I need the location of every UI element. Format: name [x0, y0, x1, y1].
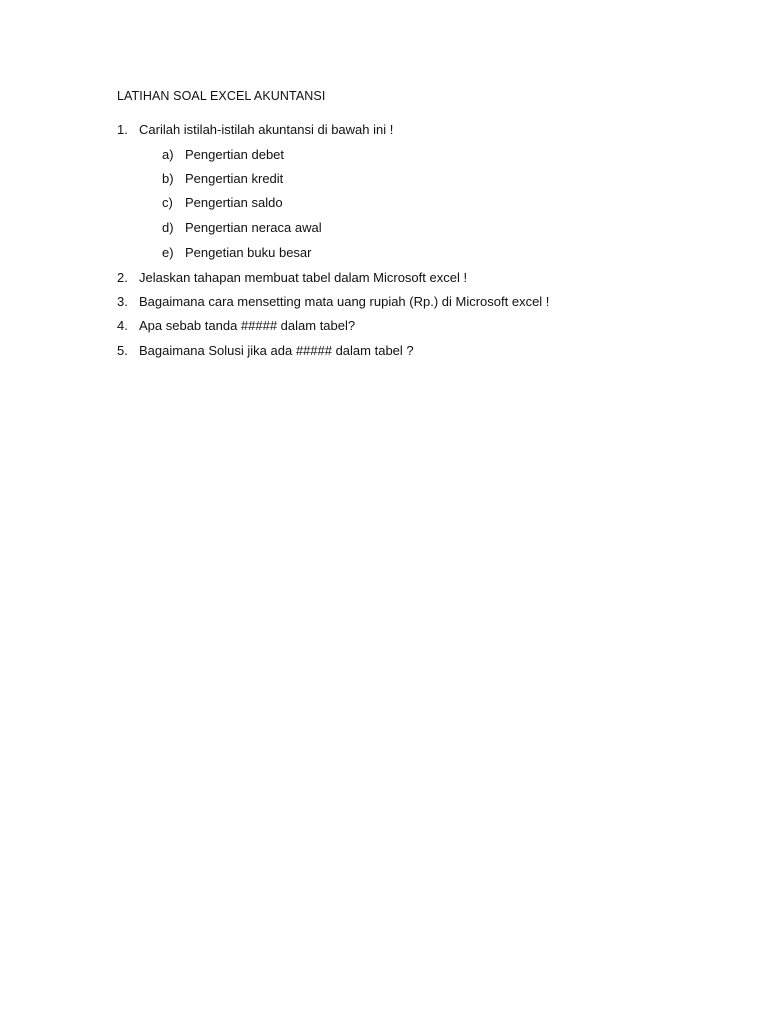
question-number: 2. [117, 270, 128, 285]
subitem-text: Pengertian kredit [185, 171, 284, 186]
question-number: 4. [117, 318, 128, 333]
question-text: Jelaskan tahapan membuat tabel dalam Microsoft excel ! [139, 270, 468, 285]
subitem-letter: c) [162, 195, 173, 210]
question-number: 1. [117, 122, 128, 137]
question-number: 3. [117, 294, 128, 309]
question-number: 5. [117, 343, 128, 358]
document-title: LATIHAN SOAL EXCEL AKUNTANSI [117, 89, 326, 103]
question-text: Apa sebab tanda ##### dalam tabel? [139, 318, 356, 333]
subitem-letter: e) [162, 245, 174, 260]
subitem-text: Pengetian buku besar [185, 245, 312, 260]
subitem-letter: a) [162, 147, 174, 162]
question-text: Bagaimana Solusi jika ada ##### dalam tabel ? [139, 343, 414, 358]
question-text: Bagaimana cara mensetting mata uang rupiah (Rp.) di Microsoft excel ! [139, 294, 550, 309]
subitem-text: Pengertian neraca awal [185, 220, 322, 235]
subitem-text: Pengertian debet [185, 147, 285, 162]
subitem-text: Pengertian saldo [185, 195, 283, 210]
subitem-letter: d) [162, 220, 174, 235]
subitem-letter: b) [162, 171, 174, 186]
question-text: Carilah istilah-istilah akuntansi di bawah ini ! [139, 122, 394, 137]
